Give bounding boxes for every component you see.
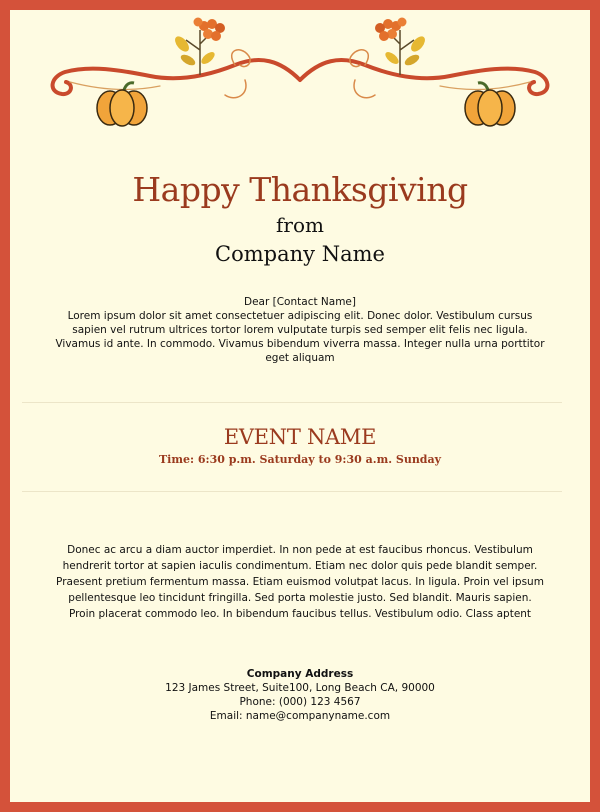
address-phone: Phone: (000) 123 4567 (239, 696, 361, 708)
details-body: Donec ac arcu a diam auctor imperdiet. In non pede at est faucibus rhoncus. Vestibulum hendrerit tortor at sapien iaculis condimentum. Etiam nec dolor quis pede blandit semper. Praesent pretium fermentum massa. Etiam euismod volutpat lacus. In ligula. Proin vel ipsum pellentesque leo tincidunt fringilla. Sed porta molestie justo. Sed blandit. Mauris sapien. Proin placerat commodo leo. In bibendum faucibus tellus. Vestibulum odio. Class aptent (56, 544, 544, 620)
event-section (10, 424, 590, 468)
swirl-flourish (53, 50, 548, 98)
divider (22, 491, 562, 492)
event-name: EVENT NAME (223, 425, 377, 449)
greeting: Dear [Contact Name] (244, 296, 356, 308)
divider (22, 402, 562, 403)
header-decoration (10, 10, 590, 140)
company-name: Company Name (215, 242, 385, 266)
title-block (10, 170, 590, 268)
address-block (10, 667, 590, 723)
berry-sprig-icon (172, 18, 225, 76)
berry-sprig-icon (375, 18, 428, 76)
letter-body: Lorem ipsum dolor sit amet consectetuer adipiscing elit. Donec dolor. Vestibulum cursus sapien vel rutrum ultrices tortor lorem vulputate turpis sed semper elit felis nec ligula. Vivamus id ante. In commodo. Vivamus bibendum viverra massa. Integer nulla urna porttitor eget aliquam (55, 310, 545, 364)
address-email[interactable]: Email: name@companyname.com (209, 710, 391, 722)
title-from: from (276, 213, 324, 237)
event-time: Time: 6:30 p.m. Saturday to 9:30 a.m. Sunday (158, 453, 442, 466)
newsletter-card (10, 10, 590, 802)
address-label: Company Address (246, 668, 354, 680)
page-title: Happy Thanksgiving (132, 170, 468, 209)
letter-section (50, 295, 550, 365)
address-street: 123 James Street, Suite100, Long Beach CA, 90000 (165, 682, 435, 694)
